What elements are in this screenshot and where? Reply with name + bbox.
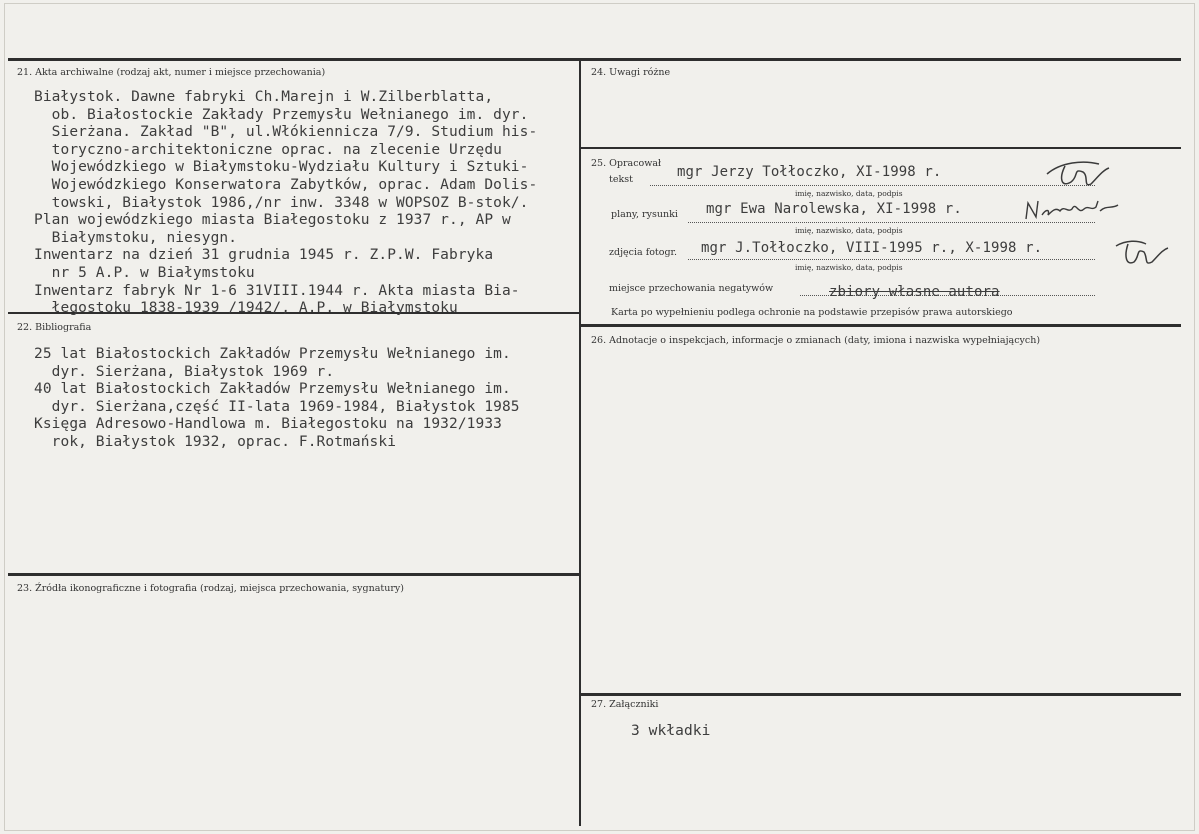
zdjecia-value: mgr J.Tołłoczko, VIII-1995 r., X-1998 r. xyxy=(701,240,1043,256)
caption-3: imię, nazwisko, data, podpis xyxy=(795,263,903,272)
tekst-dotted-line xyxy=(650,185,1095,186)
section-21-label: 21. Akta archiwalne (rodzaj akt, numer i miejsce przechowania) xyxy=(17,67,326,78)
negatywy-label: miejsce przechowania negatywów xyxy=(609,283,774,294)
line: rok, Białystok 1932, oprac. F.Rotmański xyxy=(34,433,397,450)
caption-2: imię, nazwisko, data, podpis xyxy=(795,226,903,235)
tekst-value: mgr Jerzy Tołłoczko, XI-1998 r. xyxy=(677,164,942,180)
rule-24-25 xyxy=(579,147,1181,149)
copyright-notice: Karta po wypełnieniu podlega ochronie na podstawie przepisów prawa autorskiego xyxy=(611,307,1013,318)
section-25-label: 25. Opracował xyxy=(591,158,662,169)
line: Wojewódzkiego w Białymstoku-Wydziału Kultury i Sztuki- xyxy=(34,159,529,176)
section-27-value: 3 wkładki xyxy=(631,723,711,739)
negatywy-value: zbiory własne autora xyxy=(829,284,1000,300)
signature-tolloczko-1 xyxy=(1043,158,1113,192)
zdjecia-label: zdjęcia fotogr. xyxy=(609,247,678,258)
plany-value: mgr Ewa Narolewska, XI-1998 r. xyxy=(706,201,962,217)
line: Białystok. Dawne fabryki Ch.Marejn i W.Zilberblatta, xyxy=(34,89,494,105)
section-24-label: 24. Uwagi różne xyxy=(591,67,671,78)
tekst-label: tekst xyxy=(609,174,633,185)
section-23-label: 23. Źródła ikonograficzne i fotografia (rodzaj, miejsca przechowania, sygnatury) xyxy=(17,583,404,594)
line: towski, Białystok 1986,/nr inw. 3348 w WOPSOZ B-stok/. xyxy=(34,194,529,211)
line: 40 lat Białostockich Zakładów Przemysłu Wełnianego im. xyxy=(34,381,511,398)
section-22-label: 22. Bibliografia xyxy=(17,322,92,333)
section-21-content xyxy=(34,89,537,318)
line: ob. Białostockie Zakłady Przemysłu Wełnianego im. dyr. xyxy=(34,106,529,123)
caption-1: imię, nazwisko, data, podpis xyxy=(795,189,903,198)
line: 25 lat Białostockich Zakładów Przemysłu Wełnianego im. xyxy=(34,346,511,362)
rule-22-23 xyxy=(8,573,581,576)
line: dyr. Sierżana, Białystok 1969 r. xyxy=(34,363,335,380)
plany-label: plany, rysunki xyxy=(611,209,678,220)
line: łegostoku 1838-1939 /1942/, A.P. w Białymstoku xyxy=(34,300,458,317)
line: Inwentarz na dzień 31 grudnia 1945 r. Z.P.W. Fabryka xyxy=(34,247,494,264)
signature-tolloczko-2 xyxy=(1112,236,1172,270)
line: Inwentarz fabryk Nr 1-6 31VIII.1944 r. Akta miasta Bia- xyxy=(34,282,520,299)
signature-narolewska xyxy=(1022,197,1122,225)
line: Białymstoku, niesygn. xyxy=(34,229,238,246)
rule-25-26 xyxy=(579,324,1181,327)
zdjecia-dotted-line xyxy=(688,259,1095,260)
line: Wojewódzkiego Konserwatora Zabytków, oprac. Adam Dolis- xyxy=(34,176,538,193)
section-26-label: 26. Adnotacje o inspekcjach, informacje o zmianach (daty, imiona i nazwiska wypełniających) xyxy=(591,335,1041,346)
section-22-content xyxy=(34,346,520,452)
rule-26-27 xyxy=(579,693,1181,696)
line: nr 5 A.P. w Białymstoku xyxy=(34,264,255,281)
line: Księga Adresowo-Handlowa m. Białegostoku na 1932/1933 xyxy=(34,416,502,433)
line: toryczno-architektoniczne oprac. na zlecenie Urzędu xyxy=(34,141,502,158)
line: dyr. Sierżana,część II-lata 1969-1984, Białystok 1985 xyxy=(34,398,520,415)
center-divider xyxy=(579,58,581,826)
section-27-label: 27. Załączniki xyxy=(591,699,659,710)
line: Plan wojewódzkiego miasta Białegostoku z 1937 r., AP w xyxy=(34,212,511,229)
top-rule xyxy=(8,58,1181,61)
line: Sierżana. Zakład "B", ul.Włókiennicza 7/9. Studium his- xyxy=(34,124,538,141)
